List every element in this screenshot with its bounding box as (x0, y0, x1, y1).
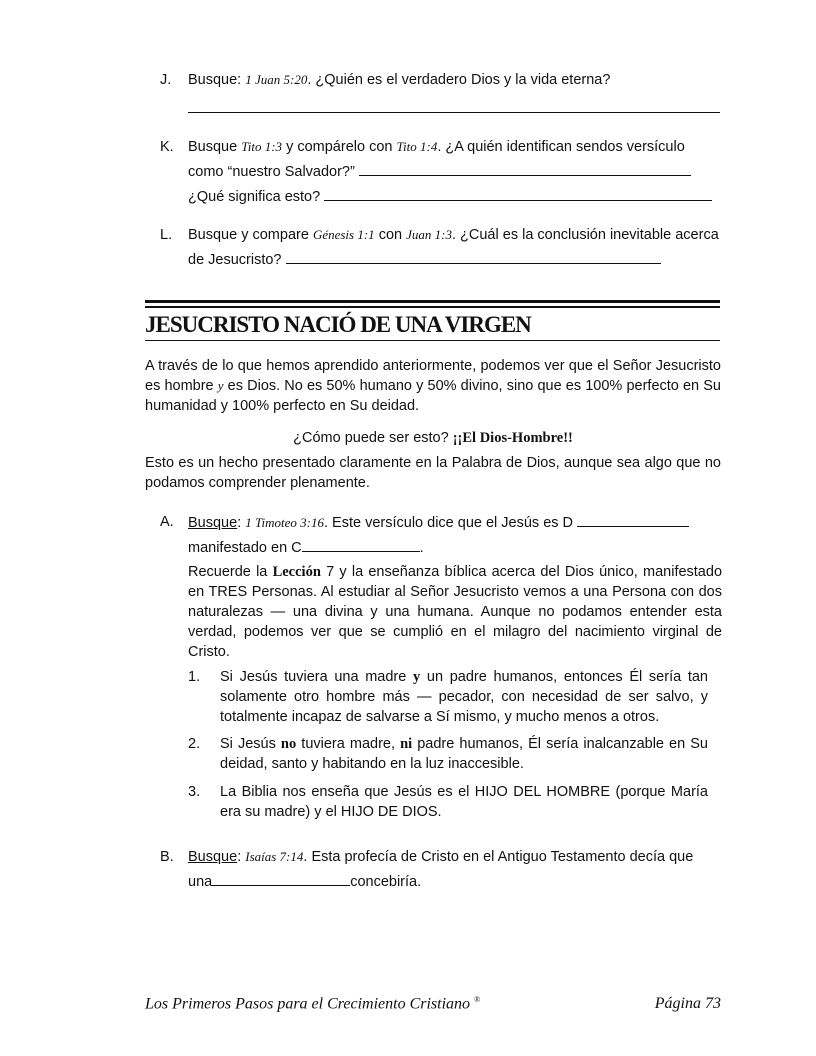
question-l (160, 223, 720, 272)
point-bold: no (280, 736, 297, 752)
busque-label: Busque: (188, 72, 246, 88)
footer-title-group (145, 995, 480, 1013)
bible-reference: Tito 1:4 (396, 139, 438, 154)
bible-reference: Juan 1:3 (406, 227, 452, 242)
busque-label: Busque (188, 515, 238, 531)
item-letter: K. (160, 139, 174, 155)
compare-text: con (374, 227, 407, 243)
bible-reference: Génesis 1:1 (312, 227, 375, 242)
question-text: ¿Qué significa esto? (188, 189, 321, 205)
point-number: 3. (188, 784, 201, 800)
question-text: . ¿Cuál es la conclusión inevitable acerca de Jesucristo? (188, 227, 719, 268)
question-b (160, 845, 720, 894)
question-k (160, 135, 720, 209)
registered-mark: ® (474, 995, 481, 1004)
section-rule-thin (145, 306, 720, 308)
fact-paragraph: Esto es un hecho presentado claramente en la Palabra de Dios, aunque sea algo que no podamos comprender plenamente. (145, 455, 721, 491)
point-text: tuviera madre, (296, 736, 401, 752)
colon: : (237, 515, 246, 531)
answer-blank[interactable] (286, 247, 661, 264)
intro-text: es Dios. No es 50% humano y 50% divino, sino que es 100% perfecto en Su humanidad y 100% perfecto en Su deidad. (145, 378, 721, 414)
answer-bold: ¡¡El Dios-Hombre!! (452, 430, 573, 446)
recall-text: Recuerde la (188, 564, 273, 580)
bible-reference: Isaías 7:14 (245, 849, 304, 864)
point-text: La Biblia nos enseña que Jesús es el HIJO DEL HOMBRE (porque María era su madre) y el HIJO DE DIOS. (220, 784, 708, 820)
compare-text: y compárelo con (282, 139, 397, 155)
question-text: ¿Cómo puede ser esto? (293, 430, 453, 446)
page-footer (145, 995, 721, 1013)
answer-blank[interactable] (212, 869, 350, 886)
question-j (160, 68, 720, 113)
central-question (145, 428, 721, 448)
section-rule-thick (145, 300, 720, 303)
question-text: concebiría. (350, 874, 422, 890)
bible-reference: Tito 1:3 (241, 139, 283, 154)
bible-reference: 1 Juan 5:20 (245, 72, 308, 87)
point-number: 2. (188, 736, 201, 752)
intro-text: A través de lo que hemos aprendido anteriormente, podemos ver que el Señor Jesucristo es hombre (145, 358, 721, 394)
intro-paragraph (145, 356, 721, 416)
recall-paragraph (188, 562, 722, 662)
item-letter: L. (160, 227, 173, 243)
item-letter: J. (160, 72, 172, 88)
item-letter: A. (160, 514, 174, 530)
point-2 (188, 734, 708, 774)
point-bold: ni (400, 736, 413, 752)
bible-reference: 1 Timoteo 3:16 (245, 515, 324, 530)
answer-blank[interactable] (359, 159, 691, 176)
point-number: 1. (188, 669, 201, 685)
point-3 (188, 782, 708, 822)
point-1 (188, 667, 708, 727)
answer-blank-c[interactable] (302, 535, 420, 552)
recall-text: 7 y la enseñanza bíblica acerca del Dios único, manifestado en TRES Personas. Al estudiar al Señor Jesucristo vemos a una Persona con dos naturalezas — una divina y una humana. Aunque no podamos entender esta verdad, podemos ver que se cumplió en el milagro del nacimiento virginal de Cristo. (188, 564, 723, 660)
answer-line[interactable] (188, 92, 720, 113)
item-letter: B. (160, 849, 174, 865)
point-bold: y (412, 669, 421, 685)
question-text: . ¿Quién es el verdadero Dios y la vida eterna? (307, 72, 611, 88)
question-text: . Este versículo dice que el Jesús es D (323, 515, 574, 531)
section-title: JESUCRISTO NACIÓ DE UNA VIRGEN (145, 312, 720, 341)
answer-blank-d[interactable] (577, 510, 689, 527)
point-text: Si Jesús (220, 736, 281, 752)
recall-bold: Lección (272, 564, 321, 580)
question-text: . Esta profecía de Cristo en el Antiguo Testamento decía que (303, 849, 694, 865)
question-text: manifestado en C (188, 540, 302, 556)
question-text: una (188, 874, 213, 890)
footer-title: Los Primeros Pasos para el Crecimiento Cristiano (145, 995, 471, 1013)
point-text: un padre humanos, entonces Él sería tan solamente otro hombre más — pecador, con necesidad de ser salvo, y totalmente incapaz de salvarse a Sí mismo, y mucho menos a otros. (220, 669, 709, 725)
question-text: . ¿A quién identifican sendos versículo como “nuestro Salvador?” (188, 139, 685, 180)
answer-blank[interactable] (324, 184, 712, 201)
intro-emphasis: y (217, 378, 224, 393)
busque-label: Busque y compare (188, 227, 313, 243)
colon: : (237, 849, 246, 865)
busque-label: Busque (188, 849, 238, 865)
period: . (419, 540, 424, 556)
busque-label: Busque (188, 139, 242, 155)
page-number: Página 73 (654, 995, 721, 1012)
point-text: padre humanos, Él sería inalcanzable en Su deidad, santo y habitando en la luz inaccesible. (220, 736, 708, 772)
question-a (160, 510, 720, 560)
point-text: Si Jesús tuviera una madre (220, 669, 413, 685)
